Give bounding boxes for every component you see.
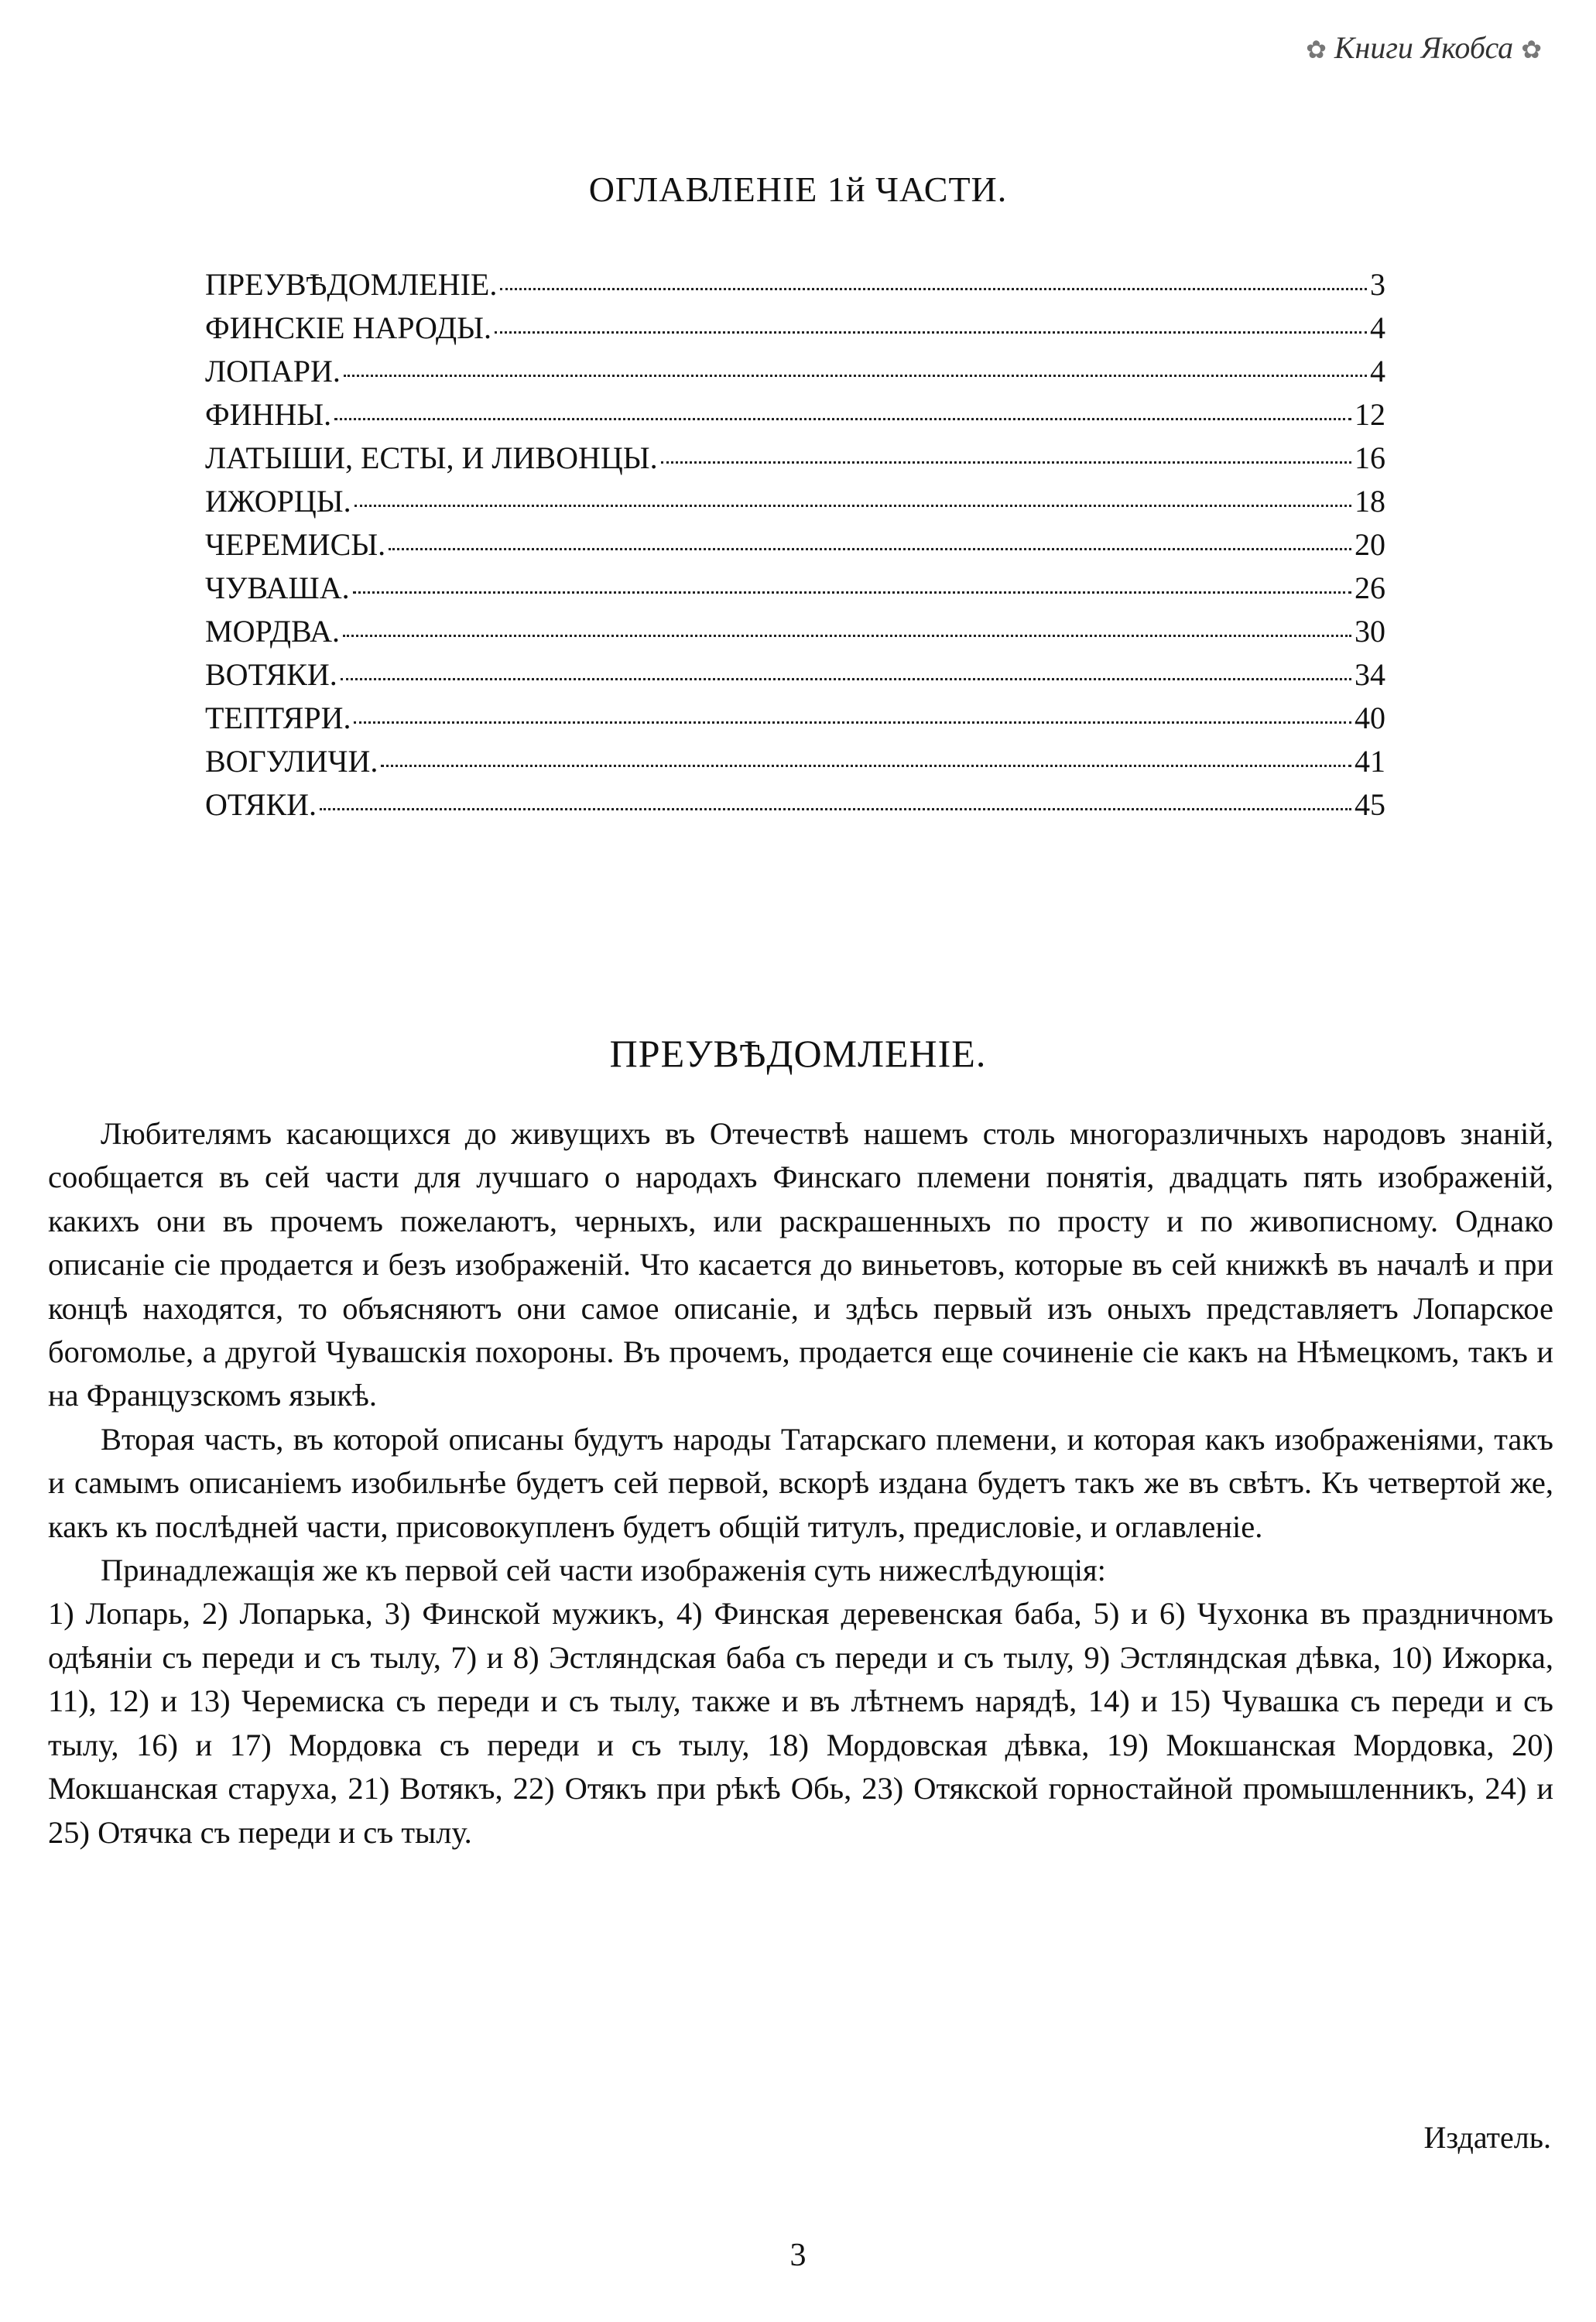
toc-entry-label: ФИННЫ. — [205, 397, 332, 432]
notice-paragraph: Вторая часть, въ которой описаны будутъ народы Татарскаго племени, и которая какъ изображеніями, такъ и самымъ описаніемъ изобильнѣе будетъ сей первой, вскорѣ издана будетъ такъ же въ свѣтъ. Къ четвертой же, какъ къ послѣдней части, присовокупленъ будетъ общій титулъ, предисловіе, и оглавленіе. — [48, 1421, 1553, 1544]
toc-leader-dots — [661, 461, 1351, 464]
toc-entry-label: ВОГУЛИЧИ. — [205, 744, 378, 779]
toc-entry-label: ОТЯКИ. — [205, 787, 317, 822]
toc-entry-label: ФИНСКІЕ НАРОДЫ. — [205, 310, 492, 345]
toc-entry-page: 3 — [1370, 267, 1385, 302]
toc-entry — [205, 263, 1385, 307]
toc-entry — [205, 697, 1385, 740]
toc-entry — [205, 653, 1385, 697]
toc-entry-label: МОРДВА. — [205, 614, 341, 649]
toc-leader-dots — [500, 288, 1367, 290]
toc-entry — [205, 437, 1385, 480]
watermark — [1298, 29, 1550, 66]
toc-entry-page: 34 — [1355, 657, 1385, 692]
notice-body — [48, 1112, 1553, 1855]
toc-leader-dots — [334, 418, 1351, 420]
ornament-right-icon: ✿ — [1521, 36, 1542, 63]
toc-leader-dots — [495, 331, 1367, 334]
toc-leader-dots — [343, 635, 1351, 637]
watermark-text: Книги Якобса — [1334, 30, 1514, 65]
toc-leader-dots — [354, 721, 1351, 724]
toc-entry-label: ИЖОРЦЫ. — [205, 484, 351, 519]
notice-heading: ПРЕУВѢДОМЛЕНІЕ. — [609, 1032, 987, 1075]
toc-entry-page: 30 — [1355, 614, 1385, 649]
toc-entry-label: ЛАТЫШИ, ЕСТЫ, И ЛИВОНЦЫ. — [205, 440, 658, 475]
toc-entry — [205, 567, 1385, 610]
toc-leader-dots — [341, 678, 1351, 680]
toc-entry-page: 41 — [1355, 744, 1385, 779]
toc-entry-label: ЛОПАРИ. — [205, 354, 341, 389]
toc-entry — [205, 350, 1385, 393]
toc-entry — [205, 740, 1385, 783]
toc-entry — [205, 393, 1385, 437]
toc-entry-label: ТЕПТЯРИ. — [205, 700, 351, 735]
toc-entry-page: 16 — [1355, 440, 1385, 475]
toc-entry-label: ПРЕУВѢДОМЛЕНІЕ. — [205, 267, 498, 302]
ornament-left-icon: ✿ — [1306, 36, 1327, 63]
toc-title: ОГЛАВЛЕНІЕ 1й ЧАСТИ. — [588, 170, 1008, 209]
toc-entry-page: 26 — [1355, 570, 1385, 605]
toc-leader-dots — [353, 591, 1351, 594]
table-of-contents — [205, 263, 1385, 827]
toc-entry — [205, 783, 1385, 827]
toc-leader-dots — [320, 808, 1351, 810]
toc-leader-dots — [389, 548, 1351, 550]
toc-entry-page: 20 — [1355, 527, 1385, 562]
toc-entry — [205, 480, 1385, 523]
publisher-signature: Издатель. — [1423, 2120, 1551, 2155]
notice-paragraph: Принадлежащія же къ первой сей части изображенія суть нижеслѣдующія: — [101, 1553, 1106, 1588]
toc-entry-page: 45 — [1355, 787, 1385, 822]
toc-entry — [205, 610, 1385, 653]
illustrations-list: 1) Лопарь, 2) Лопарька, 3) Финской мужикъ, 4) Финская деревенская баба, 5) и 6) Чухонка въ праздничномъ одѣяніи съ переди и съ тылу, 7) и 8) Эстляндская баба съ переди и съ тылу, 9) Эстляндская дѣвка, 10) Ижорка, 11), 12) и 13) Черемиска съ переди и съ тылу, также и въ лѣтнемъ нарядѣ, 14) и 15) Чувашка съ переди и съ тылу, 16) и 17) Мордовка съ переди и съ тылу, 18) Мордовская дѣвка, 19) Мокшанская Мордовка, 20) Мокшанская старуха, 21) Вотякъ, 22) Отякъ при рѣкѣ Обь, 23) Отякской горностайной промышленникъ, 24) и 25) Отячка съ переди и съ тылу. — [48, 1596, 1553, 1850]
toc-entry-page: 40 — [1355, 700, 1385, 735]
notice-paragraph: Любителямъ касающихся до живущихъ въ Отечествѣ нашемъ столь многоразличныхъ народовъ знаній, сообщается въ сей части для лучшаго о народахъ Финскаго племени понятія, двадцать пять изображеній, какихъ они въ прочемъ пожелаютъ, черныхъ, или раскрашенныхъ по просту и по живописному. Однако описаніе сіе продается и безъ изображеній. Что касается до виньетовъ, которые въ сей книжкѣ въ началѣ и при концѣ находятся, то объясняютъ они самое описаніе, и здѣсь первый изъ оныхъ представляетъ Лопарское богомолье, а другой Чувашскія похороны. Въ прочемъ, продается еще сочиненіе сіе какъ на Нѣмецкомъ, такъ и на Французскомъ языкѣ. — [48, 1116, 1553, 1413]
toc-leader-dots — [381, 765, 1351, 767]
toc-entry-page: 4 — [1370, 354, 1385, 389]
page-number: 3 — [789, 2238, 807, 2273]
toc-entry-page: 18 — [1355, 484, 1385, 519]
toc-leader-dots — [344, 375, 1367, 377]
toc-entry-page: 4 — [1370, 310, 1385, 345]
toc-entry-label: ЧУВАША. — [205, 570, 350, 605]
toc-entry-label: ЧЕРЕМИСЫ. — [205, 527, 386, 562]
toc-entry-page: 12 — [1355, 397, 1385, 432]
toc-leader-dots — [354, 505, 1351, 507]
toc-entry — [205, 307, 1385, 350]
toc-entry-label: ВОТЯКИ. — [205, 657, 337, 692]
toc-entry — [205, 523, 1385, 567]
